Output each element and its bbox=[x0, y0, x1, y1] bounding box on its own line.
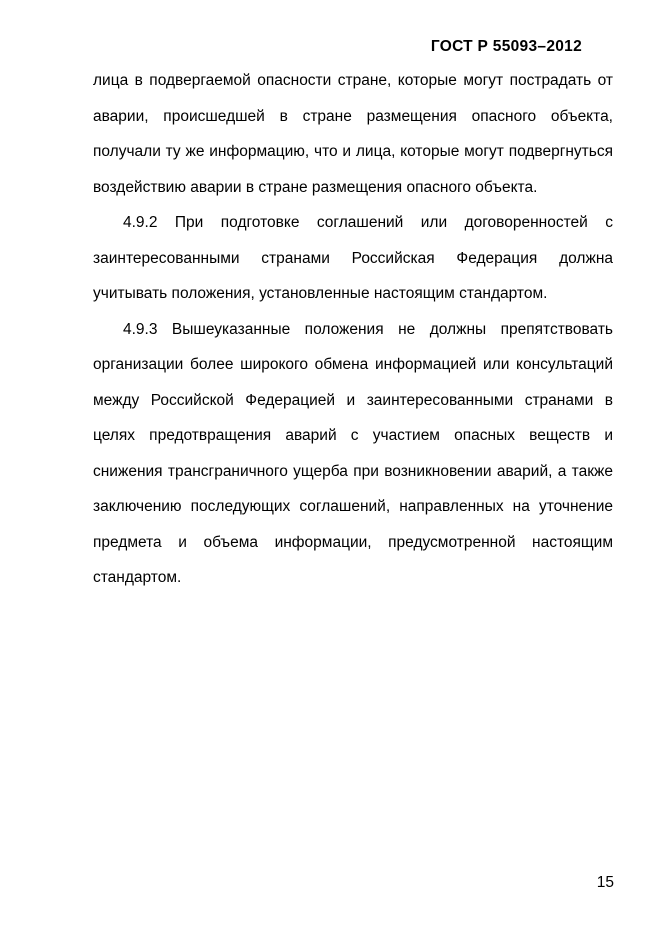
paragraph bbox=[93, 205, 613, 312]
text-line: воздействию аварии в стране размещения опасного объекта. bbox=[93, 178, 538, 196]
text-line: 4.9.2 При подготовке соглашений или договоренностей с bbox=[123, 214, 613, 231]
text-line: заключению последующих соглашений, направленных на уточнение bbox=[93, 498, 613, 515]
text-line: предмета и объема информации, предусмотренной настоящим bbox=[93, 533, 613, 551]
text-line: стандартом. bbox=[93, 569, 182, 586]
text-line: лица в подвергаемой опасности стране, которые могут пострадать от bbox=[93, 72, 613, 89]
text-line: аварии, происшедшей в стране размещения опасного объекта, bbox=[93, 107, 613, 125]
text-line: целях предотвращения аварий с участием опасных веществ и bbox=[93, 427, 613, 444]
text-line: получали ту же информацию, что и лица, которые могут подвергнуться bbox=[93, 143, 613, 160]
text-line: снижения трансграничного ущерба при возникновении аварий, а также bbox=[93, 462, 613, 480]
page-number: 15 bbox=[596, 874, 614, 891]
text-line: между Российской Федерацией и заинтересованными странами в bbox=[93, 391, 613, 409]
text-line: заинтересованными странами Российская Федерация должна bbox=[93, 249, 613, 267]
paragraph bbox=[93, 312, 613, 596]
standard-designation-header: ГОСТ Р 55093–2012 bbox=[430, 38, 582, 55]
text-line: организации более широкого обмена информацией или консультаций bbox=[93, 356, 613, 373]
paragraph bbox=[93, 63, 613, 205]
document-body bbox=[93, 63, 613, 596]
text-line: 4.9.3 Вышеуказанные положения не должны препятствовать bbox=[123, 320, 613, 338]
text-line: учитывать положения, установленные настоящим стандартом. bbox=[93, 285, 548, 302]
